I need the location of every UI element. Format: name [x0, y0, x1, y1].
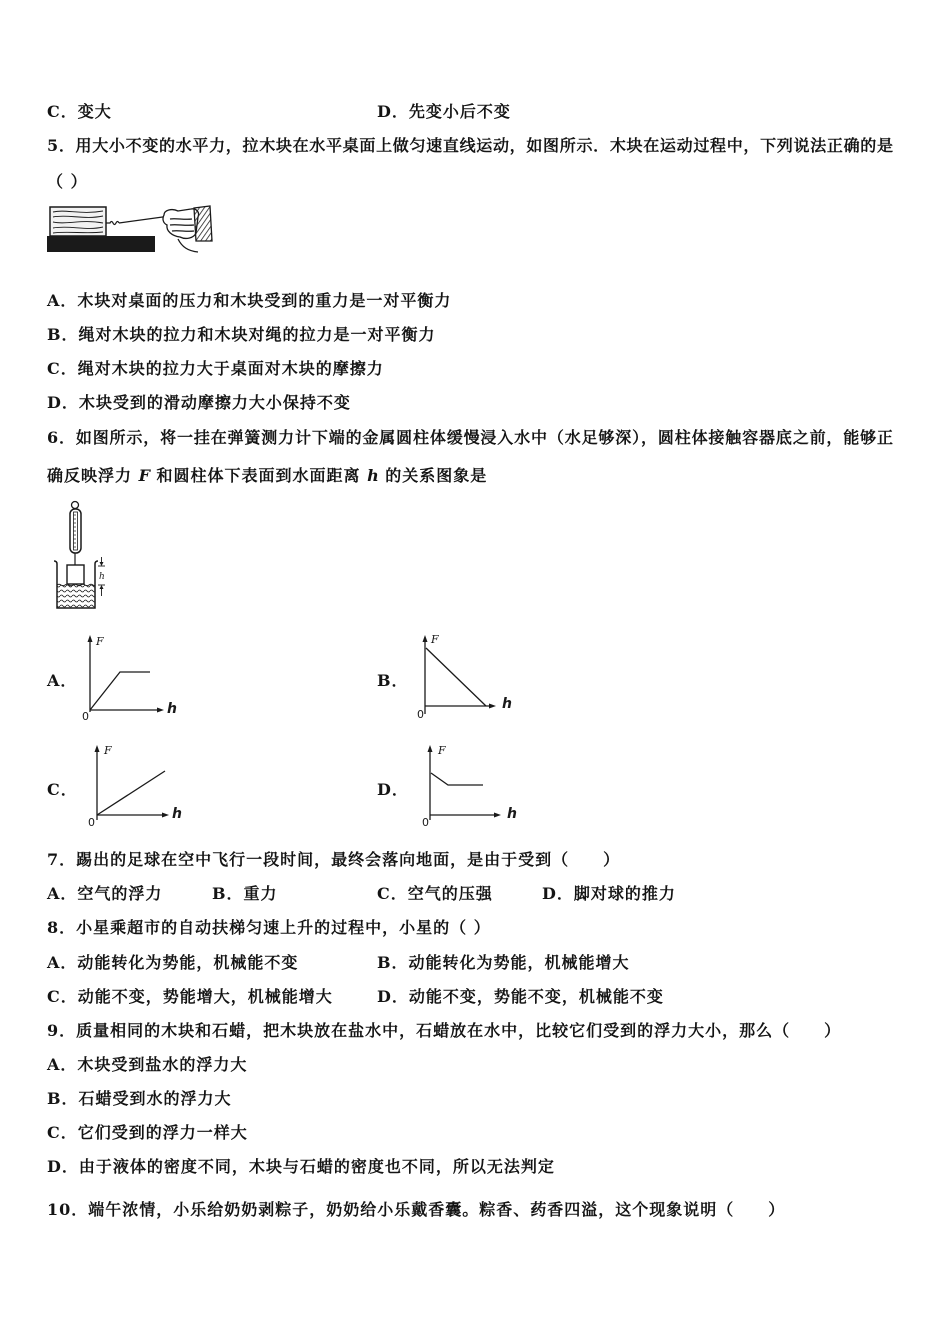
- q7-option-a: A．空气的浮力: [47, 884, 163, 903]
- q9-option-d: D．由于液体的密度不同，木块与石蜡的密度也不同，所以无法判定: [47, 1157, 555, 1176]
- graph-a: [78, 632, 183, 724]
- graph-c-x-arrow: [162, 813, 169, 818]
- sleeve: [194, 206, 212, 241]
- spring-hook: [106, 222, 119, 225]
- graph-d-x-label: h: [507, 806, 517, 822]
- graph-b-x-arrow: [489, 704, 496, 709]
- q6-var-h: h: [367, 466, 379, 485]
- spring-scale: [70, 502, 81, 566]
- spring-scale-beaker-figure: [48, 498, 110, 614]
- graph-c-y-label: F: [104, 744, 112, 757]
- q4-option-d: D．先变小后不变: [377, 102, 511, 121]
- q9-stem: 9．质量相同的木块和石蜡，把木块放在盐水中，石蜡放在水中，比较它们受到的浮力大小，那么（ ）: [47, 1021, 842, 1040]
- q6-stem-text-c: 的关系图象是: [378, 466, 488, 485]
- q6-graph-d-option: D．: [377, 780, 409, 799]
- q6-stem-text-a: 确反映浮力: [47, 466, 139, 485]
- graph-b-x-label: h: [502, 696, 512, 712]
- q6-graph-b-option: B．: [377, 671, 409, 690]
- table-surface: [47, 236, 155, 252]
- q4-option-c: C．变大: [47, 102, 112, 121]
- q5-stem-line1: 5．用大小不变的水平力，拉木块在水平桌面上做匀速直线运动，如图所示．木块在运动过程中，下列说法正确的是: [47, 136, 893, 155]
- graph-a-y-arrow: [88, 635, 93, 642]
- graph-d-y-label: F: [438, 744, 446, 757]
- graph-a-x-arrow: [157, 708, 164, 713]
- graph-d: [415, 740, 525, 832]
- graph-b-y-arrow: [423, 635, 428, 642]
- q7-stem: 7．踢出的足球在空中飞行一段时间，最终会落向地面，是由于受到（ ）: [47, 850, 621, 869]
- q7-option-b: B．重力: [212, 884, 278, 903]
- hand: [163, 206, 212, 252]
- q6-stem-text-b: 和圆柱体下表面到水面距离: [149, 466, 368, 485]
- q6-graph-c-option: C．: [47, 780, 78, 799]
- graph-c-y-arrow: [95, 745, 100, 752]
- graph-a-curve: [90, 672, 150, 710]
- graph-b-y-label: F: [431, 633, 439, 646]
- water: [57, 585, 95, 608]
- graph-d-origin: 0: [422, 816, 429, 829]
- pull-string: [119, 216, 170, 223]
- q5-option-a: A．木块对桌面的压力和木块受到的重力是一对平衡力: [47, 291, 452, 310]
- q8-stem: 8．小星乘超市的自动扶梯匀速上升的过程中，小星的（ ）: [47, 918, 491, 937]
- q9-option-c: C．它们受到的浮力一样大: [47, 1123, 248, 1142]
- q6-graph-a-option: A．: [47, 671, 78, 690]
- graph-a-x-label: h: [167, 701, 177, 717]
- q8-option-a: A．动能转化为势能，机械能不变: [47, 953, 299, 972]
- q5-stem-line2: （ ）: [47, 172, 88, 191]
- figure-h-label: h: [99, 572, 105, 582]
- graph-a-origin: 0: [82, 710, 89, 723]
- q5-option-d: D．木块受到的滑动摩擦力大小保持不变: [47, 393, 351, 412]
- q8-option-b: B．动能转化为势能，机械能增大: [377, 953, 630, 972]
- graph-c: [85, 740, 190, 832]
- q9-option-a: A．木块受到盐水的浮力大: [47, 1055, 248, 1074]
- graph-d-y-arrow: [428, 745, 433, 752]
- q5-option-b: B．绳对木块的拉力和木块对绳的拉力是一对平衡力: [47, 325, 436, 344]
- q7-option-d: D．脚对球的推力: [542, 884, 676, 903]
- metal-cylinder: [67, 565, 84, 584]
- graph-c-curve: [97, 771, 165, 815]
- q6-var-f: F: [138, 466, 150, 485]
- q8-option-d: D．动能不变，势能不变，机械能不变: [377, 987, 664, 1006]
- graph-c-origin: 0: [88, 816, 95, 829]
- q6-stem-line2: [47, 466, 487, 486]
- q8-option-c: C．动能不变，势能增大，机械能增大: [47, 987, 333, 1006]
- scale-ring: [72, 502, 79, 509]
- q5-option-c: C．绳对木块的拉力大于桌面对木块的摩擦力: [47, 359, 384, 378]
- graph-d-x-arrow: [494, 813, 501, 818]
- graph-b-curve: [426, 648, 486, 706]
- graph-c-x-label: h: [172, 806, 182, 822]
- q10-stem: 10．端午浓情，小乐给奶奶剥粽子，奶奶给小乐戴香囊。粽香、药香四溢，这个现象说明（ ）: [47, 1200, 786, 1219]
- q7-option-c: C．空气的压强: [377, 884, 493, 903]
- graph-b-origin: 0: [417, 708, 424, 721]
- q9-option-b: B．石蜡受到水的浮力大: [47, 1089, 232, 1108]
- graph-a-y-label: F: [96, 635, 104, 648]
- block-pull-figure: [46, 203, 214, 255]
- graph-d-curve: [431, 773, 483, 785]
- graph-b: [410, 630, 520, 722]
- q6-stem-line1: 6．如图所示，将一挂在弹簧测力计下端的金属圆柱体缓慢浸入水中（水足够深），圆柱体接触容器底之前，能够正: [47, 428, 893, 447]
